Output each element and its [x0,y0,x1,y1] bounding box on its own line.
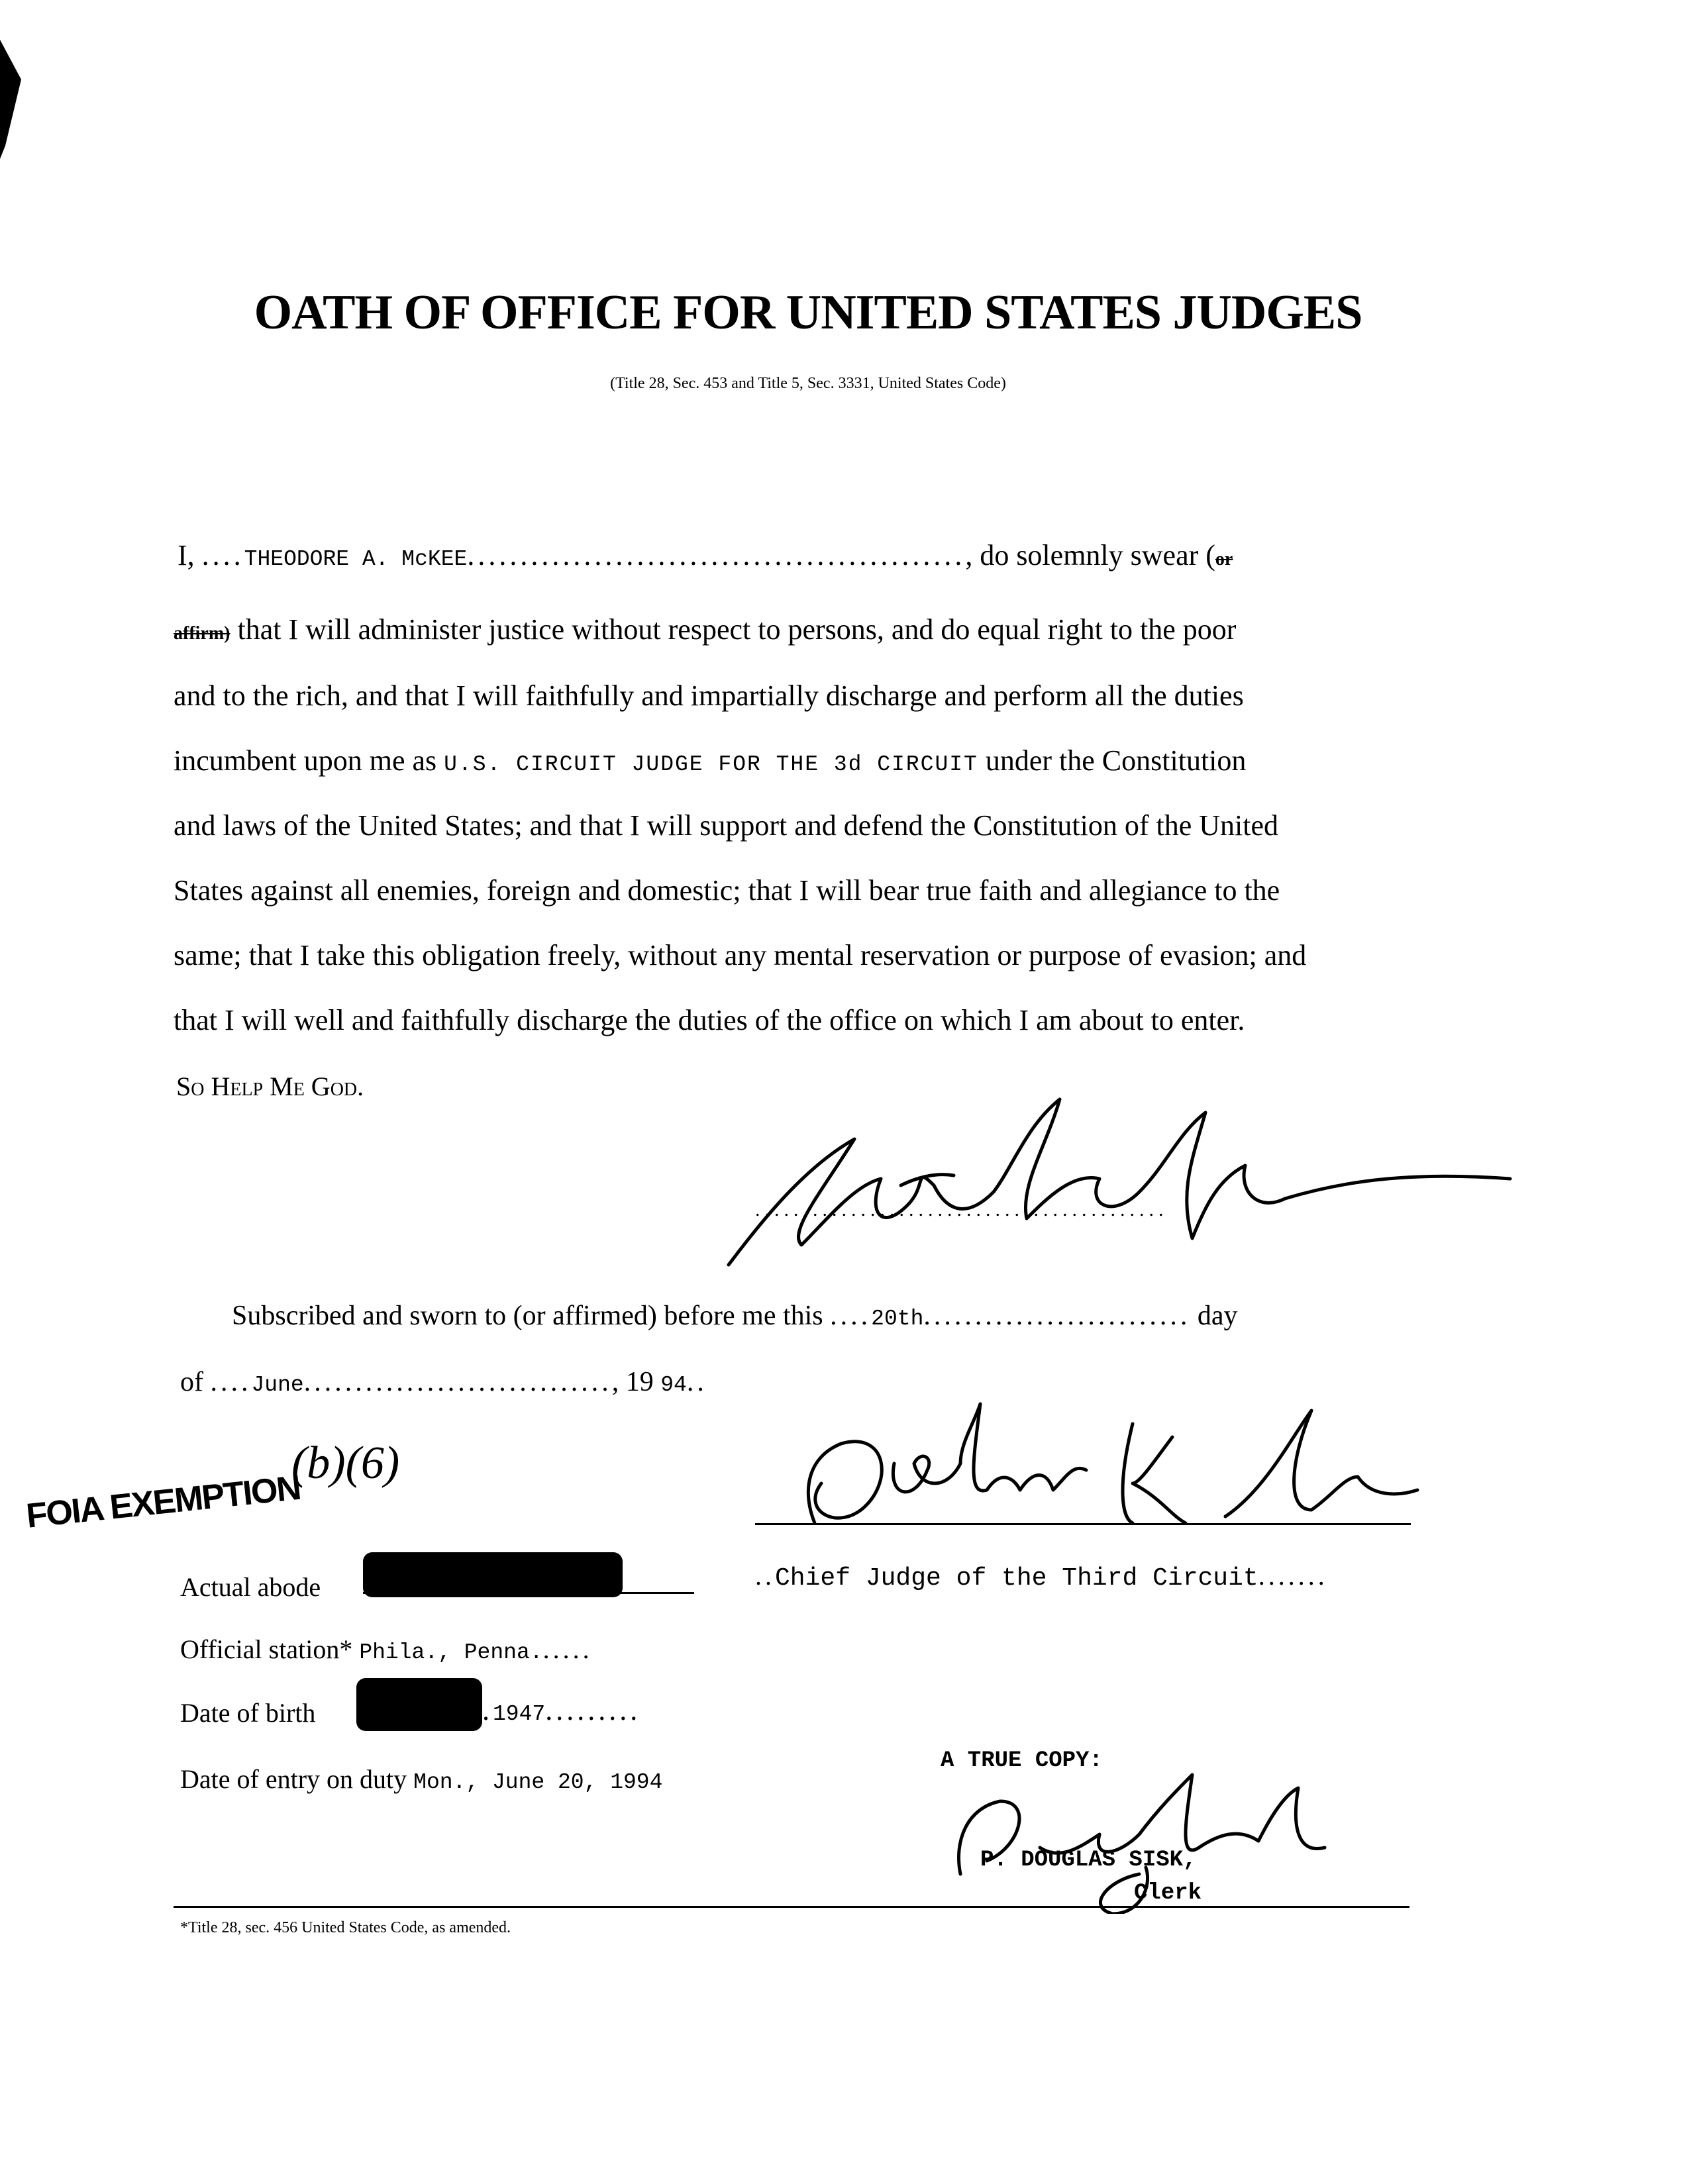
redaction-birth [356,1678,482,1731]
official-station-value: Phila., Penna. [359,1640,543,1665]
oath-closing: So Help Me God. [176,1071,364,1101]
oath-line-5: and laws of the United States; and that I will support and defend the Constitution of the United [174,809,1279,842]
dot-leader: .. [755,1561,775,1591]
oath-line-2-text: that I will administer justice without respect to persons, and do equal right to the poor [237,613,1237,646]
dot-leader: .... [830,1301,872,1331]
judge-name: THEODORE A. McKEE [244,547,468,571]
oath-swear-text: , do solemnly swear ( [965,539,1215,571]
dot-leader: ............................................... [467,539,966,571]
date-of-birth-value-row [482,1693,640,1732]
oath-line-3: and to the rich, and that I will faithfully and impartially discharge and perform all the duties [174,679,1244,712]
oath-line-2 [174,612,1236,652]
sworn-month: June [251,1373,304,1397]
oath-line-1 [178,538,1233,577]
date-of-birth-row [180,1695,315,1731]
scan-edge-mark [0,40,26,172]
dot-leader: .. [686,1367,707,1397]
subscription-day-label: day [1197,1301,1238,1331]
subscription-line-2 [180,1364,707,1403]
sworn-year-prefix: , 19 [611,1367,654,1397]
redaction-abode [363,1552,623,1597]
oath-line-8: that I will well and faithfully discharge the duties of the office on which I am about to enter. [174,1004,1245,1036]
clerk-name: P. DOUGLAS SISK, [980,1848,1197,1873]
office-title: U.S. CIRCUIT JUDGE FOR THE 3d CIRCUIT [444,752,978,777]
dot-leader: ..... [542,1634,593,1664]
abode-underline [363,1592,694,1594]
foia-exemption-code: (b)(6) [291,1438,400,1489]
date-of-entry-label: Date of entry on duty [180,1764,407,1794]
oath-line-7: same; that I take this obligation freely, without any mental reservation or purpose of evasion; and [174,939,1307,971]
oath-prefix: I, [178,539,195,571]
struck-affirm: affirm) [174,623,230,644]
oath-line-6: States against all enemies, foreign and domestic; that I will bear true faith and allegiance to the [174,874,1280,907]
dot-leader: ......... [545,1694,641,1726]
subscription-line-1 [232,1298,1238,1337]
official-station-row [180,1632,593,1671]
official-station-label: Official station* [180,1634,353,1664]
oath-line-4 [174,743,1246,783]
officer-title-row [755,1560,1328,1593]
oath-line-4-suffix: under the Constitution [985,744,1247,777]
date-of-birth-value: 1947 [493,1702,546,1726]
subscription-prefix: Subscribed and sworn to (or affirmed) before me this [232,1301,823,1331]
signature-dot-line: ........................................... [755,1199,1168,1220]
dot-leader: .... [201,539,244,571]
page-subtitle: (Title 28, Sec. 453 and Title 5, Sec. 3331, United States Code) [610,375,1006,392]
footnote: *Title 28, sec. 456 United States Code, as amended. [180,1919,511,1936]
date-of-birth-label: Date of birth [180,1698,316,1728]
signature-line [755,1523,1411,1525]
sworn-year: 94 [660,1373,687,1397]
page-title: OATH OF OFFICE FOR UNITED STATES JUDGES [254,285,1362,340]
dot-leader: . [482,1694,493,1726]
oath-line-4-prefix: incumbent upon me as [174,744,437,777]
date-of-entry-value: Mon., June 20, 1994 [413,1770,663,1795]
sworn-day: 20th [871,1307,924,1331]
foia-exemption-stamp: FOIA EXEMPTION [24,1468,302,1536]
date-of-entry-row [180,1762,662,1801]
dot-leader: ....... [1258,1561,1328,1591]
officer-signature [762,1384,1424,1536]
judge-signature [715,1086,1523,1278]
dot-leader: .......................... [923,1301,1191,1331]
footnote-rule [174,1906,1409,1908]
subscription-of: of [180,1367,203,1397]
struck-or: or [1215,549,1233,570]
dot-leader: .............................. [303,1367,612,1397]
true-copy-label: A TRUE COPY: [941,1748,1103,1773]
actual-abode-label: Actual abode [180,1572,321,1602]
dot-leader: .... [210,1367,252,1397]
officer-title: Chief Judge of the Third Circuit [775,1564,1258,1593]
clerk-role: Clerk [1134,1881,1202,1906]
